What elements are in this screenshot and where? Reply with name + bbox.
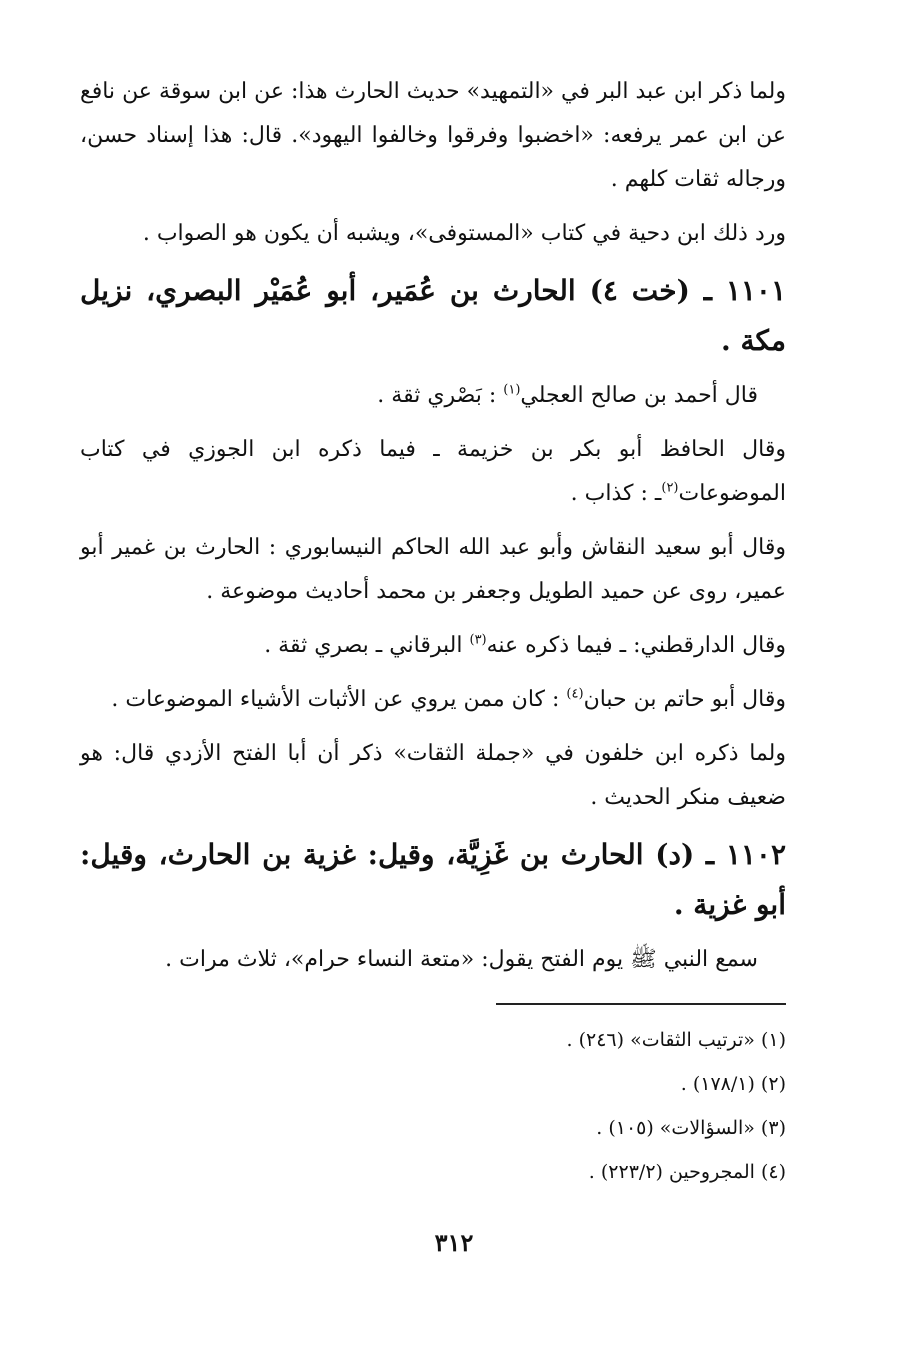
footnote-divider bbox=[496, 1003, 786, 1005]
footnote-ref: (١) bbox=[503, 382, 521, 398]
paragraph-text: وقال الحافظ أبو بكر بن خزيمة ـ فيما ذكره ابن الجوزي في كتاب الموضوعات bbox=[80, 437, 786, 506]
paragraph-text: قال أحمد بن صالح العجلي bbox=[520, 383, 758, 408]
footnotes bbox=[186, 1018, 786, 1194]
paragraph-ibn-dihya: ورد ذلك ابن دحية في كتاب «المستوفى»، ويشبه أن يكون هو الصواب . bbox=[142, 221, 786, 246]
entry-heading-1101: ١١٠١ ـ (خت ٤) الحارث بن عُمَير، أبو عُمَيْر البصري، نزيل مكة . bbox=[80, 274, 786, 357]
entry-heading-1102: ١١٠٢ ـ (د) الحارث بن غَزِيَّة، وقيل: غزية بن الحارث، وقيل: أبو غزية . bbox=[80, 838, 786, 921]
paragraph-text: ـ : كذاب . bbox=[570, 481, 662, 506]
paragraph-ibn-abd-al-barr: ولما ذكر ابن عبد البر في «التمهيد» حديث الحارث هذا: عن ابن سوقة عن نافع عن ابن عمر يرفعه: «اخضبوا وفرقوا وخالفوا اليهود». قال: هذا إسناد حسن، ورجاله ثقات كلهم . bbox=[80, 79, 786, 192]
paragraph-text: وقال الدارقطني: ـ فيما ذكره عنه bbox=[486, 633, 786, 658]
paragraph-text: : بَصْري ثقة . bbox=[377, 383, 504, 408]
paragraph-hadith: سمع النبي ﷺ يوم الفتح يقول: «متعة النساء حرام»، ثلاث مرات . bbox=[165, 947, 758, 972]
footnote-2: (٢) (١٧٨/١) . bbox=[680, 1073, 786, 1095]
footnote-ref: (٢) bbox=[661, 480, 679, 496]
footnote-ref: (٣) bbox=[469, 632, 487, 648]
page-body bbox=[80, 70, 786, 992]
footnote-1: (١) «ترتيب الثقات» (٢٤٦) . bbox=[566, 1029, 786, 1051]
page-number: ٣١٢ bbox=[434, 1228, 474, 1257]
footnote-3: (٣) «السؤالات» (١٠٥) . bbox=[596, 1117, 786, 1139]
paragraph-text: : كان ممن يروي عن الأثبات الأشياء الموضوعات . bbox=[111, 687, 567, 712]
paragraph-al-ijli bbox=[80, 374, 786, 418]
paragraph-ibn-khalfun: ولما ذكره ابن خلفون في «جملة الثقات» ذكر أن أبا الفتح الأزدي قال: هو ضعيف منكر الحديث . bbox=[80, 741, 786, 810]
footnote-ref: (٤) bbox=[566, 686, 584, 702]
paragraph-text: وقال أبو حاتم بن حبان bbox=[583, 687, 786, 712]
paragraph-ibn-khuzayma bbox=[80, 428, 786, 516]
paragraph-ibn-hibban bbox=[80, 678, 786, 722]
paragraph-al-daraqutni bbox=[80, 624, 786, 668]
paragraph-al-naqqash: وقال أبو سعيد النقاش وأبو عبد الله الحاكم النيسابوري : الحارث بن غمير أبو عمير، روى عن حميد الطويل وجعفر بن محمد أحاديث موضوعة . bbox=[80, 535, 786, 604]
footnote-4: (٤) المجروحين (٢٢٣/٢) . bbox=[588, 1161, 786, 1183]
paragraph-text: البرقاني ـ بصري ثقة . bbox=[264, 633, 470, 658]
